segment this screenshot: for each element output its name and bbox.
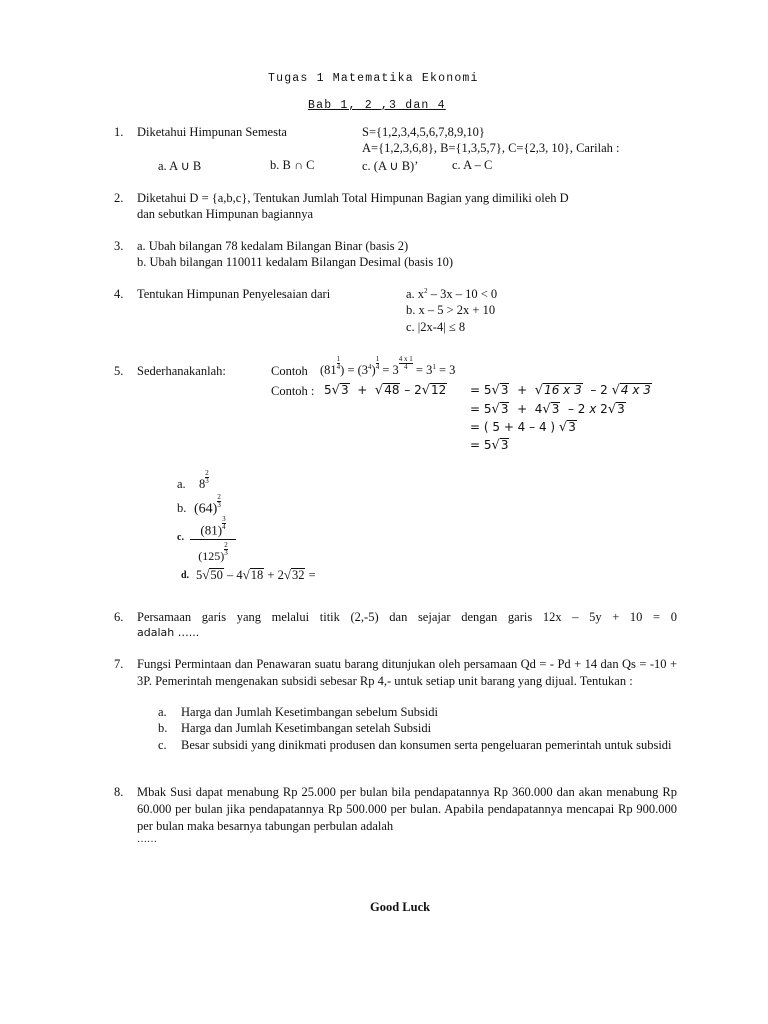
q1-option-a: a. A ∪ B (158, 159, 202, 173)
q6-number: 6. (114, 610, 124, 624)
q7-number: 7. (114, 657, 124, 671)
q6-text-2: adalah …... (137, 626, 200, 639)
q1-number: 1. (114, 125, 124, 139)
q6-text: Persamaan garis yang melalui titik (2,-5) dan sejajar dengan garis 12x – 5y + 10 = 0 (137, 610, 677, 624)
q7-part-a: Harga dan Jumlah Kesetimbangan sebelum Subsidi (181, 705, 439, 719)
q3-number: 3. (114, 239, 124, 253)
q1-sets: A={1,2,3,6,8}, B={1,3,5,7}, C={2,3, 10}, Carilah : (362, 141, 620, 155)
q4-number: 4. (114, 287, 124, 301)
q2-line2: dan sebutkan Himpunan bagiannya (137, 207, 313, 221)
q4-text: Tentukan Himpunan Penyelesaian dari (137, 287, 331, 301)
q1-text: Diketahui Himpunan Semesta (137, 125, 287, 139)
q7-part-b-label: b. (158, 721, 168, 735)
q5-part-d-formula: 5√50 – 4√18 + 2√32 = (196, 567, 316, 582)
q7-text: Fungsi Permintaan dan Penawaran suatu barang ditunjukan oleh persamaan Qd = - Pd + 14 dan Qs = -10 + 3P. Pemerintah mengenakan subsidi sebesar Rp 4,- untuk setiap unit barang yang dijual. Tentukan : (137, 657, 677, 688)
q5-example2-step3: = ( 5 + 4 – 4 ) √3 (470, 420, 576, 435)
q8-number: 8. (114, 785, 124, 799)
q5-part-b-label: b. (177, 501, 187, 515)
document-title: Tugas 1 Matematika Ekonomi (268, 72, 479, 85)
q5-number: 5. (114, 364, 124, 378)
q7-part-c-label: c. (158, 738, 167, 752)
q4-part-c: c. |2x-4| ≤ 8 (406, 320, 466, 334)
q2-line1: Diketahui D = {a,b,c}, Tentukan Jumlah Total Himpunan Bagian yang dimiliki oleh D (137, 191, 569, 205)
q8-text: Mbak Susi dapat menabung Rp 25.000 per bulan bila pendapatannya Rp 360.000 dan akan menabung Rp 60.000 per bulan jika pendapatannya Rp 500.000 per bulan. Apabila pendapatannya mencapai Rp 900.000 per bulan maka besarnya tabungan perbulan adalah (137, 785, 677, 833)
q5-example2-step1: = 5√3 + √16 x 3 – 2 √4 x 3 (470, 383, 651, 398)
q5-example2-step2: = 5√3 + 4√3 – 2 x 2√3 (470, 402, 625, 417)
q5-example1-label: Contoh (271, 364, 308, 378)
q1-universe-set: S={1,2,3,4,5,6,7,8,9,10} (362, 125, 485, 139)
q5-part-a-formula: 8 $\frac{2}{3}$ (199, 469, 209, 492)
q5-example2-label: Contoh : (271, 384, 315, 398)
q5-text: Sederhanakanlah: (137, 364, 226, 378)
q3-part-b: b. Ubah bilangan 110011 kedalam Bilangan Desimal (basis 10) (137, 255, 454, 269)
q7-part-c: Besar subsidi yang dinikmati produsen dan konsumen serta pengeluaran pemerintah untuk subsidi (181, 738, 672, 752)
q1-option-d: c. A – C (452, 158, 493, 172)
q5-part-b-formula: (64) $\frac{2}{3}$ (194, 493, 221, 517)
q5-example1-formula: (81 $\frac{1}{4}$ ) = $(3^4)$ $\frac{1}{4}$ = 3 $\frac{4 x 1}{4}$ = $3^1 = 3$ (320, 355, 456, 378)
q2-number: 2. (114, 191, 124, 205)
q5-example2-line1: 5√3 + √48 – 2√12 (324, 383, 447, 398)
q1-option-b: b. B ∩ C (270, 158, 315, 172)
q7-part-a-label: a. (158, 705, 167, 719)
q5-part-d-label: d. (181, 570, 190, 581)
q5-part-c-label: c. (177, 532, 184, 543)
q5-part-a-label: a. (177, 477, 186, 491)
q4-part-a: a. $x^2 - 3x - 10 < 0$ (406, 286, 498, 301)
q1-option-c: c. (A ∪ B)’ (362, 159, 419, 173)
good-luck-footer: Good Luck (370, 900, 431, 914)
q4-part-b: b. x – 5 > 2x + 10 (406, 303, 496, 317)
q3-part-a: a. Ubah bilangan 78 kedalam Bilangan Binar (basis 2) (137, 239, 409, 253)
q7-part-b: Harga dan Jumlah Kesetimbangan setelah Subsidi (181, 721, 432, 735)
q5-example2-step4: = 5√3 (470, 438, 509, 453)
document-subtitle: Bab 1, 2 ,3 dan 4 (308, 99, 446, 112)
q8-dots: …… (137, 834, 157, 845)
q5-part-c-formula: (81) $\frac{3}{4}$ (125) $\frac{2}{3}$ (190, 516, 236, 564)
